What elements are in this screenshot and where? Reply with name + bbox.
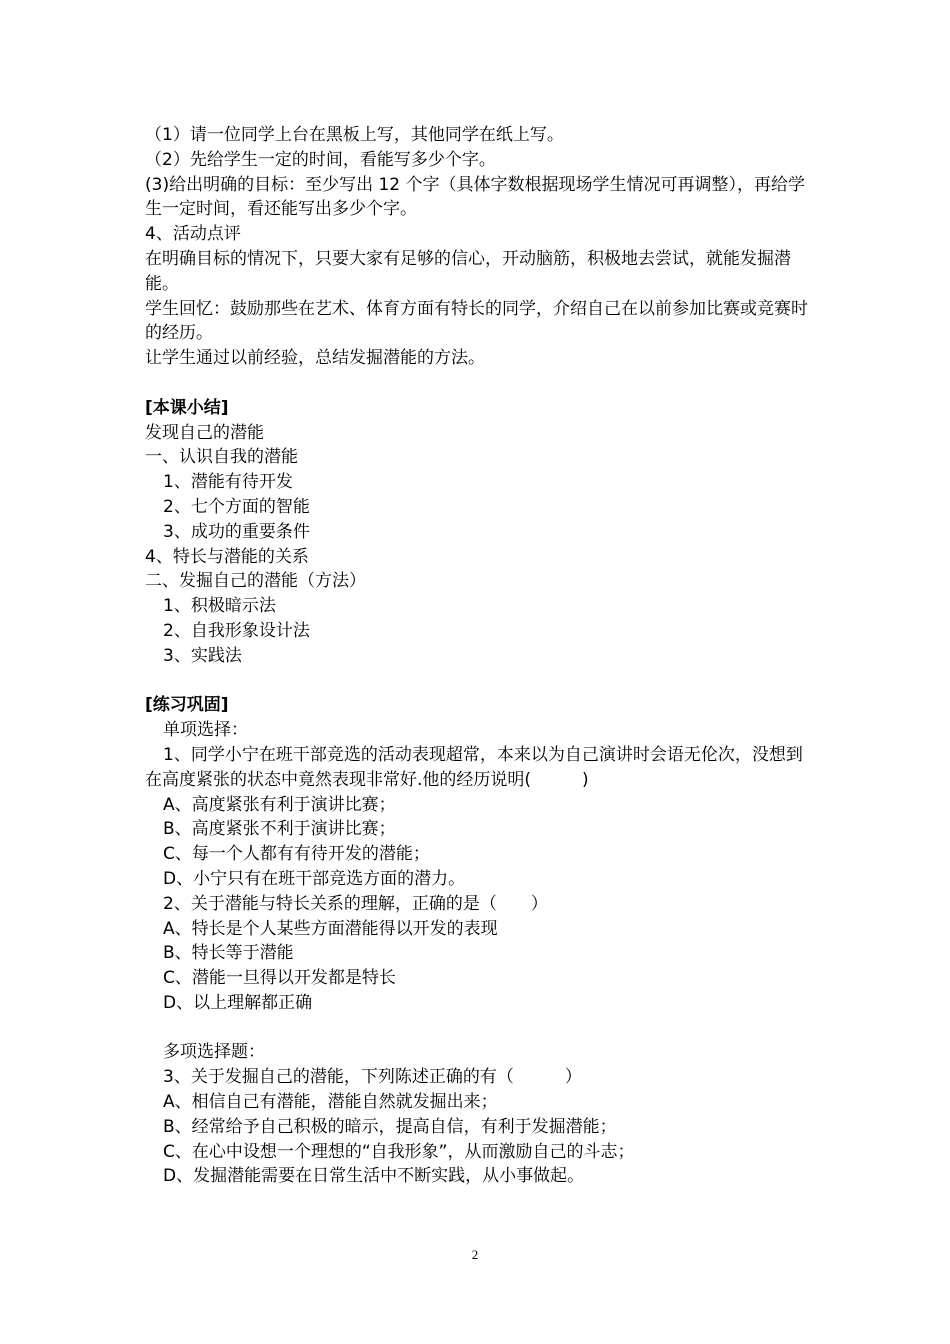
question-3-option: C、在心中设想一个理想的“自我形象”，从而激励自己的斗志； — [163, 1141, 635, 1162]
question-3-option: A、相信自己有潜能，潜能自然就发掘出来； — [163, 1092, 498, 1113]
question-3-option: B、经常给予自己积极的暗示，提高自信，有利于发掘潜能； — [163, 1116, 617, 1137]
activity-comment-title: 4、活动点评 — [145, 224, 241, 245]
summary-part1-item: 3、成功的重要条件 — [163, 521, 310, 542]
document-body — [145, 123, 815, 1189]
summary-part1: 一、认识自我的潜能 — [145, 447, 298, 468]
question-2-option: C、潜能一旦得以开发都是特长 — [163, 968, 396, 989]
summary-part2-item: 3、实践法 — [163, 645, 242, 666]
student-recall-text: 学生回忆：鼓励那些在艺术、体育方面有特长的同学，介绍自己在以前参加比赛或竞赛时的经历。 — [145, 298, 808, 344]
activity-step-1: （1）请一位同学上台在黑板上写，其他同学在纸上写。 — [145, 125, 564, 145]
question-1-option: D、小宁只有在班干部竞选方面的潜力。 — [163, 868, 466, 889]
spacer — [145, 669, 815, 694]
summary-part2: 二、发掘自己的潜能（方法） — [145, 571, 366, 592]
summary-heading: [本课小结] — [145, 397, 229, 418]
spacer — [145, 1016, 815, 1041]
summary-title: 发现自己的潜能 — [145, 422, 264, 443]
summary-part2-item: 1、积极暗示法 — [163, 596, 276, 617]
page-number: 2 — [471, 1247, 479, 1262]
question-2-option: B、特长等于潜能 — [163, 943, 294, 964]
activity-step-3: (3)给出明确的目标：至少写出 12 个字（具体字数根据现场学生情况可再调整），再给学生一定时间，看还能写出多少个字。 — [145, 174, 806, 220]
question-3-option: D、发掘潜能需要在日常生活中不断实践，从小事做起。 — [163, 1166, 585, 1187]
question-2: 2、关于潜能与特长关系的理解，正确的是（ ） — [163, 893, 548, 914]
summary-part1-item: 1、潜能有待开发 — [163, 472, 293, 493]
spacer — [145, 371, 815, 396]
summary-part2-item: 2、自我形象设计法 — [163, 620, 310, 641]
summary-method-text: 让学生通过以前经验，总结发掘潜能的方法。 — [145, 348, 485, 369]
question-2-option: A、特长是个人某些方面潜能得以开发的表现 — [163, 918, 498, 939]
activity-comment-text: 在明确目标的情况下，只要大家有足够的信心，开动脑筋，积极地去尝试，就能发掘潜能。 — [145, 248, 791, 294]
multi-choice-label: 多项选择题： — [163, 1042, 265, 1063]
single-choice-label: 单项选择： — [163, 720, 248, 741]
question-1-option: B、高度紧张不利于演讲比赛； — [163, 819, 396, 840]
question-1-option: C、每一个人都有有待开发的潜能； — [163, 844, 430, 865]
practice-heading: [练习巩固] — [145, 695, 229, 716]
summary-part1-item-4: 4、特长与潜能的关系 — [145, 546, 309, 567]
question-1-option: A、高度紧张有利于演讲比赛； — [163, 794, 396, 815]
question-3: 3、关于发掘自己的潜能，下列陈述正确的有（ ） — [163, 1067, 582, 1088]
question-2-option: D、以上理解都正确 — [163, 992, 313, 1013]
activity-step-2: （2）先给学生一定的时间，看能写多少个字。 — [145, 149, 496, 170]
question-1: 1、同学小宁在班干部竞选的活动表现超常，本来以为自己演讲时会语无伦次，没想到在高度紧张的状态中竟然表现非常好.他的经历说明( ) — [145, 744, 803, 790]
summary-part1-item: 2、七个方面的智能 — [163, 496, 310, 517]
